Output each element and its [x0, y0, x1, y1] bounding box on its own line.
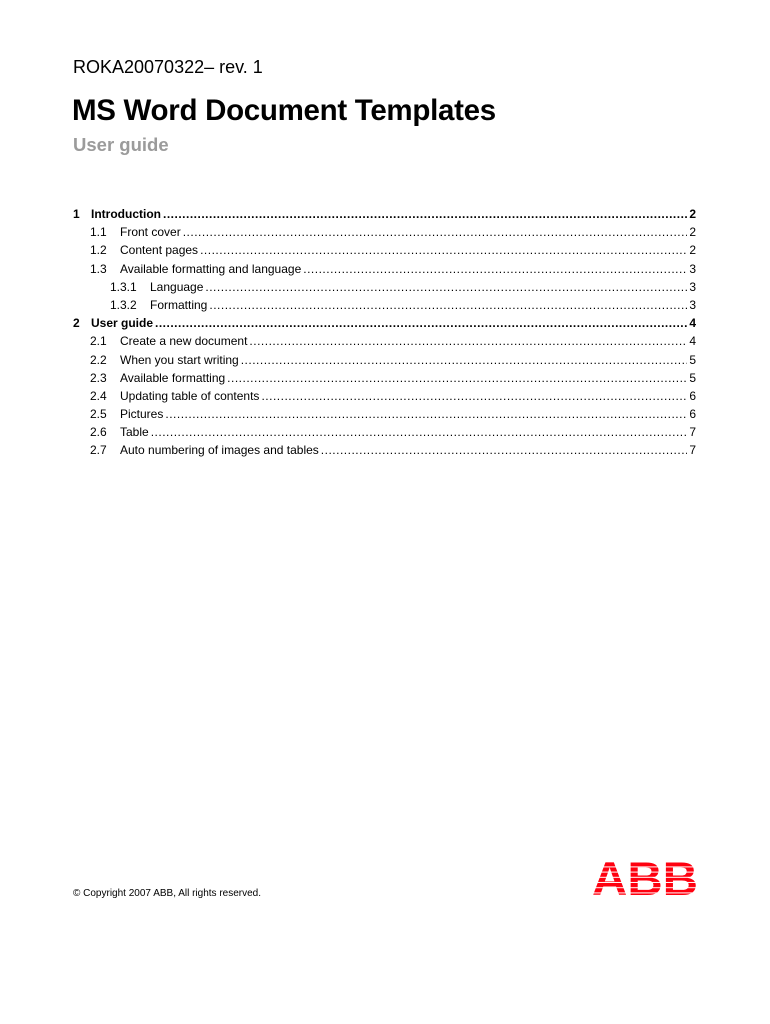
toc-entry-number: 2.2: [90, 352, 107, 367]
table-of-contents: [73, 205, 696, 460]
toc-entry-number: 2.3: [90, 370, 107, 385]
toc-entry-title: Auto numbering of images and tables: [120, 443, 319, 458]
toc-dot-leader: [261, 387, 687, 405]
abb-logo-graphic: [592, 857, 698, 897]
abb-logo-text: ABB: [592, 857, 698, 897]
toc-entry-title: Available formatting and language: [120, 261, 302, 276]
toc-entry-title: Table: [120, 425, 149, 440]
toc-entry-page: 2: [689, 207, 696, 221]
toc-entry-page: 6: [689, 388, 696, 403]
toc-dot-leader: [209, 296, 687, 314]
toc-dot-leader: [183, 223, 688, 241]
toc-entry-title: When you start writing: [120, 352, 239, 367]
toc-entry-page: 3: [689, 261, 696, 276]
document-reference: ROKA20070322– rev. 1: [73, 57, 263, 77]
toc-entry-number: 1.1: [90, 225, 107, 240]
toc-entry[interactable]: [73, 332, 696, 350]
toc-entry-page: 4: [689, 334, 696, 349]
toc-entry[interactable]: [73, 241, 696, 259]
toc-entry[interactable]: [73, 314, 696, 332]
toc-entry-title: Pictures: [120, 407, 164, 422]
document-subtitle: User guide: [73, 134, 169, 155]
toc-dot-leader: [200, 241, 687, 259]
toc-entry-number: 2.7: [90, 443, 107, 458]
toc-entry[interactable]: [73, 205, 696, 223]
toc-entry[interactable]: [73, 260, 696, 278]
toc-entry-title: Create a new document: [120, 334, 248, 349]
toc-entry-title: Front cover: [120, 225, 181, 240]
toc-dot-leader: [241, 351, 688, 369]
toc-entry-number: 1: [73, 207, 80, 221]
copyright-notice: © Copyright 2007 ABB, All rights reserved.: [73, 888, 262, 899]
toc-dot-leader: [321, 441, 688, 459]
toc-dot-leader: [165, 405, 687, 423]
toc-dot-leader: [155, 314, 687, 332]
toc-entry-number: 1.3: [90, 261, 107, 276]
toc-entry-page: 5: [689, 352, 696, 367]
toc-entry-number: 2.6: [90, 425, 107, 440]
toc-entry-number: 1.3.2: [110, 297, 137, 312]
toc-entry-page: 2: [689, 225, 696, 240]
toc-dot-leader: [151, 423, 688, 441]
toc-entry[interactable]: [73, 351, 696, 369]
toc-entry-page: 3: [689, 297, 696, 312]
toc-entry[interactable]: [73, 223, 696, 241]
toc-dot-leader: [249, 332, 687, 350]
toc-entry-page: 7: [689, 425, 696, 440]
toc-entry-page: 6: [689, 407, 696, 422]
toc-entry[interactable]: [73, 369, 696, 387]
toc-entry-title: User guide: [91, 316, 154, 331]
toc-entry-number: 2.1: [90, 334, 107, 349]
toc-entry-page: 4: [689, 316, 696, 331]
toc-entry[interactable]: [73, 441, 696, 459]
toc-entry-title: Language: [150, 279, 204, 294]
toc-entry-title: Available formatting: [120, 370, 226, 385]
toc-entry-title: Formatting: [150, 297, 208, 312]
toc-entry-number: 1.2: [90, 243, 107, 258]
toc-entry-number: 2: [73, 316, 80, 331]
toc-entry-title: Updating table of contents: [120, 388, 260, 403]
toc-entry[interactable]: [73, 423, 696, 441]
toc-entry-page: 2: [689, 243, 696, 258]
toc-entry-number: 2.4: [90, 388, 107, 403]
toc-entry[interactable]: [73, 387, 696, 405]
toc-dot-leader: [303, 260, 687, 278]
toc-entry-page: 7: [689, 443, 696, 458]
toc-entry[interactable]: [73, 296, 696, 314]
toc-entry[interactable]: [73, 405, 696, 423]
toc-entry-number: 1.3.1: [110, 279, 137, 294]
toc-dot-leader: [227, 369, 687, 387]
document-title: MS Word Document Templates: [72, 94, 496, 127]
toc-entry-page: 5: [689, 370, 696, 385]
toc-entry[interactable]: [73, 278, 696, 296]
toc-entry-page: 3: [689, 279, 696, 294]
toc-dot-leader: [163, 205, 687, 223]
toc-entry-title: Content pages: [120, 243, 199, 258]
abb-logo: [592, 857, 698, 897]
toc-dot-leader: [205, 278, 687, 296]
toc-entry-number: 2.5: [90, 407, 107, 422]
toc-entry-title: Introduction: [91, 207, 161, 221]
